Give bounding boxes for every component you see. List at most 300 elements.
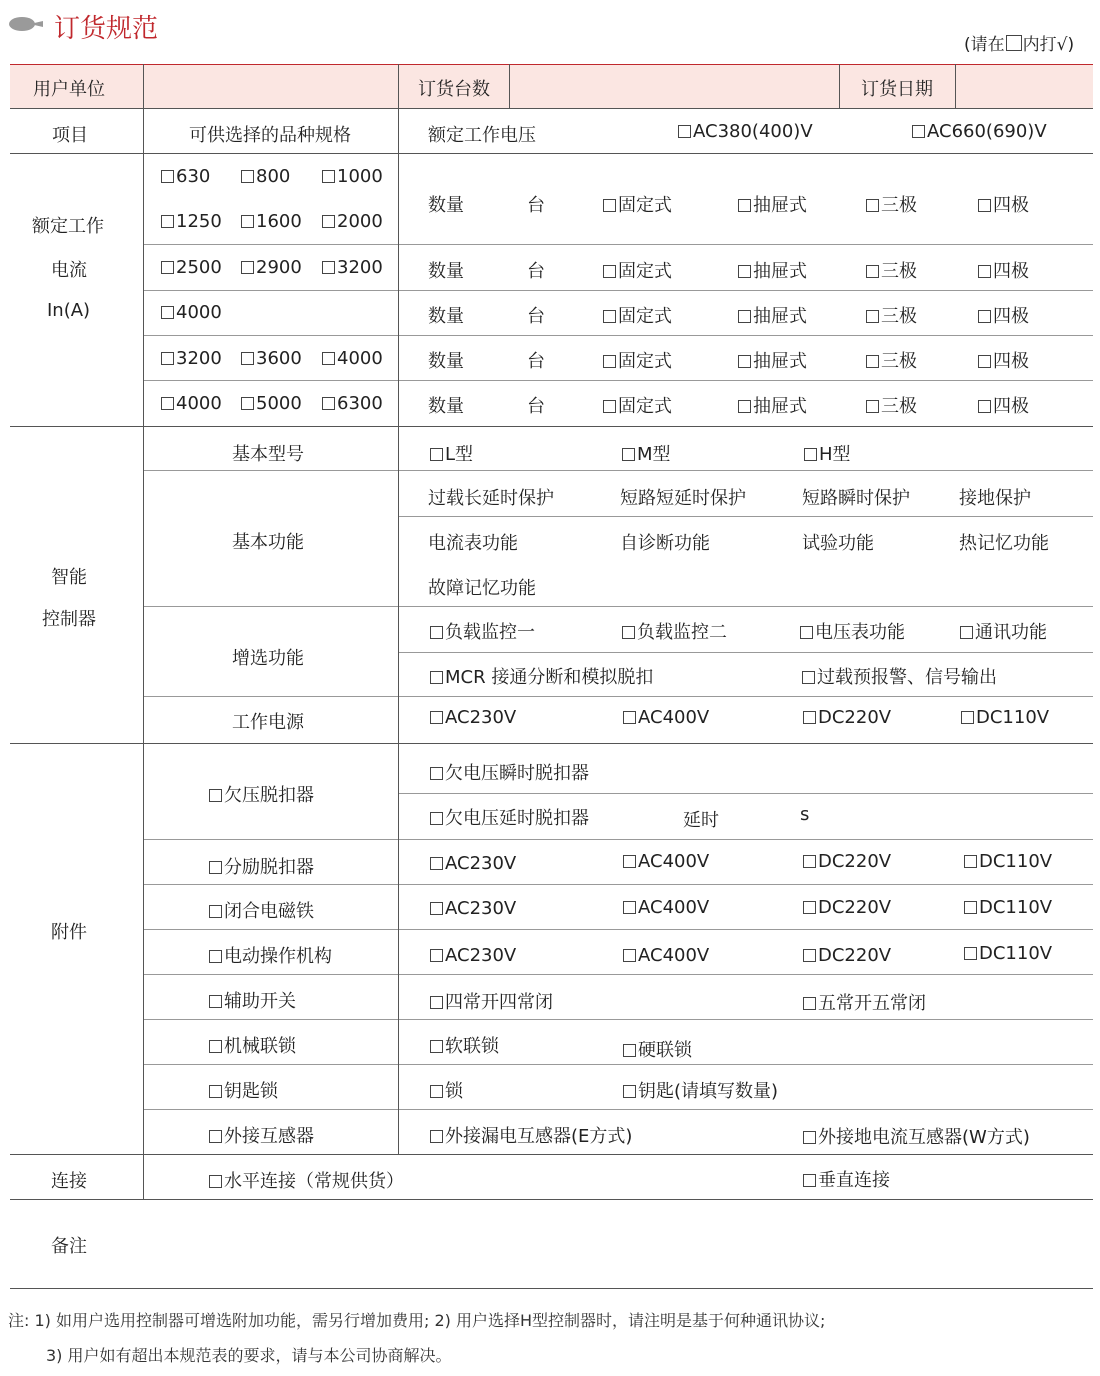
aux-option[interactable] [430,988,553,1014]
option-label: 钥匙(请填写数量) [638,1081,779,1102]
divider [10,1199,1093,1200]
voltage-option[interactable] [964,897,1052,918]
option-label: 四极 [993,396,1029,417]
four-pole-option[interactable] [978,302,1029,328]
delay-label: 延时 [683,810,719,831]
divider [10,64,1093,65]
option-label: 5000 [256,393,302,414]
option-label: 固定式 [618,195,672,216]
four-pole-option[interactable] [978,191,1029,217]
divider [839,64,840,108]
option-label: 抽屉式 [753,396,807,417]
option-label: 三极 [881,306,917,327]
voltage-option[interactable] [430,898,516,919]
checkbox-icon[interactable] [803,901,816,914]
qty-label: 数量 [428,261,464,282]
option-label: MCR 接通分断和模拟脱扣 [445,667,654,688]
divider [509,64,510,108]
checkbox-icon[interactable] [209,995,222,1008]
current-option[interactable] [241,393,302,414]
option-label: 电压表功能 [815,622,905,643]
voltage-option[interactable] [912,121,1047,142]
option-label: 负载监控二 [637,622,727,643]
option-label: 4000 [176,393,222,414]
model-option[interactable] [804,440,851,466]
divider [10,108,1093,109]
current-option[interactable] [322,348,383,369]
interlock-option[interactable] [209,1032,296,1058]
checkbox-icon[interactable] [800,626,813,639]
model-option[interactable] [430,440,473,466]
divider [10,743,1093,744]
current-label: 额定工作 [32,216,104,237]
checkbox-icon[interactable] [209,1040,222,1053]
checkbox-icon[interactable] [241,261,254,274]
option-label: 4000 [176,302,222,323]
divider [143,335,1093,336]
option-label: 欠电压延时脱扣器 [445,808,589,829]
current-option[interactable] [161,348,222,369]
item-label: 项目 [52,125,88,146]
divider [143,1019,1093,1020]
checkbox-icon[interactable] [161,306,174,319]
checkbox-icon[interactable] [430,626,443,639]
key-option[interactable] [623,1077,778,1103]
fixed-option[interactable] [603,392,672,418]
power-option[interactable] [803,707,891,728]
model-option[interactable] [622,440,671,466]
option-label: 三极 [881,396,917,417]
checkbox-icon[interactable] [622,448,635,461]
four-pole-option[interactable] [978,257,1029,283]
voltage-option[interactable] [678,121,813,142]
option-label: 软联锁 [445,1036,499,1057]
checkbox-icon[interactable] [161,397,174,410]
checkbox-icon[interactable] [603,400,616,413]
power-label: 工作电源 [232,712,304,733]
unit-label: 台 [527,261,545,282]
checkbox-icon[interactable] [161,352,174,365]
checkbox-icon[interactable] [803,1174,816,1187]
page-title: 订货规范 [54,14,159,44]
checkbox-icon[interactable] [209,789,222,802]
checkbox-icon[interactable] [803,1131,816,1144]
three-pole-option[interactable] [866,191,917,217]
user-unit-label: 用户单位 [33,79,105,100]
checkbox-icon[interactable] [623,949,636,962]
current-option[interactable] [161,211,222,232]
checkbox-icon[interactable] [241,215,254,228]
checkbox-icon[interactable] [978,355,991,368]
option-label: 抽屉式 [753,306,807,327]
extra-option[interactable] [960,618,1047,644]
checkbox-icon[interactable] [430,1040,443,1053]
current-option[interactable] [241,348,302,369]
option-label: 3600 [256,348,302,369]
checkbox-icon[interactable] [803,949,816,962]
checkbox-icon[interactable] [241,352,254,365]
checkbox-icon[interactable] [161,215,174,228]
user-unit-field[interactable] [145,66,396,107]
checkbox-icon[interactable] [622,626,635,639]
undervoltage-option[interactable] [209,781,314,807]
remark-label: 备注 [51,1236,87,1257]
option-label: 抽屉式 [753,261,807,282]
voltage-option[interactable] [964,851,1052,872]
function-item: 故障记忆功能 [428,578,536,599]
checkbox-icon [1006,35,1022,51]
checkbox-icon[interactable] [738,199,751,212]
drawer-option[interactable] [738,191,807,217]
checkbox-icon[interactable] [623,1044,636,1057]
divider [143,1109,1093,1110]
option-label: 3200 [337,257,383,278]
function-item: 过载长延时保护 [428,488,554,509]
divider [143,884,1093,885]
checkbox-icon[interactable] [430,671,443,684]
checkbox-icon[interactable] [430,996,443,1009]
checkbox-icon[interactable] [430,448,443,461]
ext-ct-option[interactable] [209,1122,314,1148]
current-option[interactable] [322,257,383,278]
option-label: 800 [256,166,291,187]
checkbox-icon[interactable] [430,711,443,724]
checkbox-icon[interactable] [603,310,616,323]
checkbox-icon[interactable] [322,397,335,410]
checkbox-icon[interactable] [978,265,991,278]
option-label: 锁 [445,1081,463,1102]
checkbox-icon[interactable] [964,901,977,914]
option-label: AC400V [638,851,710,872]
checkbox-icon[interactable] [241,397,254,410]
checkbox-icon[interactable] [978,400,991,413]
fixed-option[interactable] [603,257,672,283]
checkbox-icon[interactable] [866,199,879,212]
three-pole-option[interactable] [866,347,917,373]
checkbox-icon[interactable] [964,947,977,960]
option-label: 1600 [256,211,302,232]
qty-label: 数量 [428,351,464,372]
four-pole-option[interactable] [978,347,1029,373]
checkbox-icon[interactable] [603,265,616,278]
checkbox-icon[interactable] [912,125,925,138]
option-label: 欠电压瞬时脱扣器 [445,763,589,784]
option-label: 四极 [993,195,1029,216]
extra-option[interactable] [430,618,535,644]
order-count-label: 订货台数 [418,79,490,100]
option-label: 垂直连接 [818,1170,890,1191]
function-item: 热记忆功能 [959,533,1049,554]
option-label: 固定式 [618,396,672,417]
voltage-option[interactable] [803,897,891,918]
current-label: In(A) [47,300,91,321]
aux-switch-option[interactable] [209,987,296,1013]
order-date-field[interactable] [957,66,1092,107]
qty-label: 数量 [428,306,464,327]
divider [10,426,1093,427]
checkbox-icon[interactable] [803,997,816,1010]
voltage-option[interactable] [430,945,516,966]
divider [143,290,1093,291]
accessories-label: 附件 [51,922,87,943]
unit-label: 台 [527,306,545,327]
current-option[interactable] [161,393,222,414]
three-pole-option[interactable] [866,257,917,283]
interlock-type-option[interactable] [623,1036,692,1062]
checkbox-icon[interactable] [738,355,751,368]
current-option[interactable] [241,211,302,232]
order-count-field[interactable] [511,66,837,107]
option-label: AC660(690)V [927,121,1047,142]
divider [143,380,1093,381]
checkbox-icon[interactable] [804,448,817,461]
fixed-option[interactable] [603,191,672,217]
checkbox-icon[interactable] [209,950,222,963]
function-item: 电流表功能 [428,533,518,554]
lock-option[interactable] [430,1077,463,1103]
option-label: 过载预报警、信号输出 [817,667,997,688]
function-item: 短路短延时保护 [620,488,746,509]
current-option[interactable] [322,393,383,414]
motor-option[interactable] [209,942,332,968]
checkbox-icon[interactable] [209,861,222,874]
fixed-option[interactable] [603,347,672,373]
divider [10,1154,1093,1155]
checkbox-icon[interactable] [738,400,751,413]
checkbox-icon[interactable] [209,1175,222,1188]
current-option[interactable] [241,166,290,187]
option-label: AC400V [638,897,710,918]
option-label: DC110V [979,943,1053,964]
option-label: 外接互感器 [224,1126,314,1147]
checkbox-icon[interactable] [678,125,691,138]
connection-label: 连接 [51,1171,87,1192]
option-label: DC220V [818,945,892,966]
option-label: 辅助开关 [224,991,296,1012]
current-option[interactable] [161,257,222,278]
option-label: AC400V [638,945,710,966]
divider [143,696,1093,697]
drawer-option[interactable] [738,392,807,418]
checkbox-icon[interactable] [430,902,443,915]
current-option[interactable] [241,257,302,278]
divider [398,652,1093,653]
checkbox-icon[interactable] [623,711,636,724]
option-label: 固定式 [618,306,672,327]
option-label: 固定式 [618,351,672,372]
drawer-option[interactable] [738,257,807,283]
power-option[interactable] [430,707,516,728]
checkbox-icon[interactable] [430,949,443,962]
function-item: 自诊断功能 [620,533,710,554]
fixed-option[interactable] [603,302,672,328]
remark-field[interactable] [145,1201,1091,1286]
drawer-option[interactable] [738,347,807,373]
checkbox-icon[interactable] [623,901,636,914]
voltage-option[interactable] [803,945,891,966]
option-label: 负载监控一 [445,622,535,643]
extra-option[interactable] [430,663,653,689]
option-label: 四极 [993,261,1029,282]
option-label: 闭合电磁铁 [224,901,314,922]
option-label: AC230V [445,945,517,966]
interlock-type-option[interactable] [430,1032,499,1058]
option-label: 钥匙锁 [224,1081,278,1102]
option-label: 五常开五常闭 [818,993,926,1014]
option-label: DC110V [979,851,1053,872]
current-label: 电流 [51,260,87,281]
checkbox-icon[interactable] [322,215,335,228]
checkbox-icon[interactable] [209,1085,222,1098]
checkbox-icon[interactable] [738,265,751,278]
checkbox-icon[interactable] [209,905,222,918]
function-item: 短路瞬时保护 [802,488,910,509]
horizontal-connection-option[interactable] [209,1167,404,1193]
voltage-option[interactable] [430,853,516,874]
option-label: 4000 [337,348,383,369]
checkbox-icon[interactable] [866,355,879,368]
aux-option[interactable] [803,989,926,1015]
divider [955,64,956,108]
drawer-option[interactable] [738,302,807,328]
instruction-start: (请在 [964,35,1005,55]
checkbox-icon[interactable] [738,310,751,323]
option-label: 6300 [337,393,383,414]
checkbox-icon[interactable] [430,857,443,870]
option-label: 三极 [881,195,917,216]
option-label: H型 [819,444,851,465]
extra-function-label: 增选功能 [232,648,304,669]
extra-option[interactable] [802,663,997,689]
voltage-option[interactable] [964,943,1052,964]
divider [143,974,1093,975]
option-label: 1250 [176,211,222,232]
order-date-label: 订货日期 [861,79,933,100]
specs-label: 可供选择的品种规格 [189,125,351,146]
voltage-label: 额定工作电压 [428,125,536,146]
option-label: L型 [445,444,474,465]
qty-label: 数量 [428,195,464,216]
checkbox-icon[interactable] [430,767,443,780]
four-pole-option[interactable] [978,392,1029,418]
checkbox-icon[interactable] [978,310,991,323]
divider [398,64,399,1154]
title-icon [8,14,44,39]
option-label: 机械联锁 [224,1036,296,1057]
checkbox-icon[interactable] [802,671,815,684]
option-label: 3200 [176,348,222,369]
checkbox-icon[interactable] [866,265,879,278]
checkbox-icon[interactable] [322,261,335,274]
option-label: AC230V [445,853,517,874]
checkbox-icon[interactable] [430,1085,443,1098]
function-item: 接地保护 [959,488,1031,509]
checkbox-icon[interactable] [866,310,879,323]
closing-option[interactable] [209,897,314,923]
option-label: 固定式 [618,261,672,282]
option-label: 三极 [881,351,917,372]
power-option[interactable] [623,707,709,728]
vertical-connection-option[interactable] [803,1166,890,1192]
checkbox-icon[interactable] [961,711,974,724]
uv-instant-option[interactable] [430,759,589,785]
checkbox-icon[interactable] [161,170,174,183]
checkbox-icon[interactable] [964,855,977,868]
divider [143,1064,1093,1065]
three-pole-option[interactable] [866,302,917,328]
checkbox-icon[interactable] [803,711,816,724]
current-option[interactable] [322,211,383,232]
checkbox-icon[interactable] [430,1130,443,1143]
option-label: 外接漏电互感器(E方式) [445,1126,633,1147]
voltage-option[interactable] [623,851,709,872]
voltage-option[interactable] [803,851,891,872]
ext-ct-type-option[interactable] [430,1122,632,1148]
checkbox-icon[interactable] [161,261,174,274]
current-option[interactable] [161,302,222,323]
checkbox-icon[interactable] [960,626,973,639]
checkbox-icon[interactable] [803,855,816,868]
option-label: 630 [176,166,211,187]
checkbox-icon[interactable] [322,352,335,365]
checkbox-icon[interactable] [209,1130,222,1143]
checkbox-icon[interactable] [866,400,879,413]
extra-option[interactable] [622,618,727,644]
option-label: 外接地电流互感器(W方式) [818,1127,1030,1148]
option-label: 三极 [881,261,917,282]
option-label: 通讯功能 [975,622,1047,643]
checkbox-icon[interactable] [623,1085,636,1098]
option-label: 硬联锁 [638,1040,692,1061]
voltage-option[interactable] [623,897,709,918]
checkbox-icon[interactable] [603,355,616,368]
option-label: 电动操作机构 [224,946,332,967]
option-label: 四极 [993,351,1029,372]
option-label: M型 [637,444,671,465]
checkbox-icon[interactable] [978,199,991,212]
voltage-option[interactable] [623,945,709,966]
option-label: DC220V [818,707,892,728]
current-option[interactable] [161,166,210,187]
three-pole-option[interactable] [866,392,917,418]
extra-option[interactable] [800,618,905,644]
divider [143,64,144,1199]
unit-label: 台 [527,195,545,216]
power-option[interactable] [961,707,1049,728]
uv-delay-option[interactable] [430,804,589,830]
seconds-label: s [800,804,810,825]
controller-label: 智能 [51,567,87,588]
note-line: 注: 1) 如用户选用控制器可增选附加功能，需另行增加费用; 2) 用户选择H型控制器时，请注明是基于何种通讯协议; [8,1311,826,1330]
unit-label: 台 [527,396,545,417]
option-label: DC110V [979,897,1053,918]
option-label: AC230V [445,707,517,728]
shunt-option[interactable] [209,853,314,879]
checkbox-icon[interactable] [623,855,636,868]
checkbox-icon[interactable] [603,199,616,212]
option-label: 分励脱扣器 [224,857,314,878]
checkbox-icon[interactable] [430,812,443,825]
ext-ct-type-option[interactable] [803,1123,1030,1149]
note-line: 3) 用户如有超出本规范表的要求，请与本公司协商解决。 [46,1346,452,1365]
keylock-option[interactable] [209,1077,278,1103]
current-option[interactable] [322,166,383,187]
option-label: AC400V [638,707,710,728]
checkbox-icon[interactable] [241,170,254,183]
checkbox-icon[interactable] [322,170,335,183]
option-label: AC380(400)V [693,121,813,142]
divider [143,929,1093,930]
